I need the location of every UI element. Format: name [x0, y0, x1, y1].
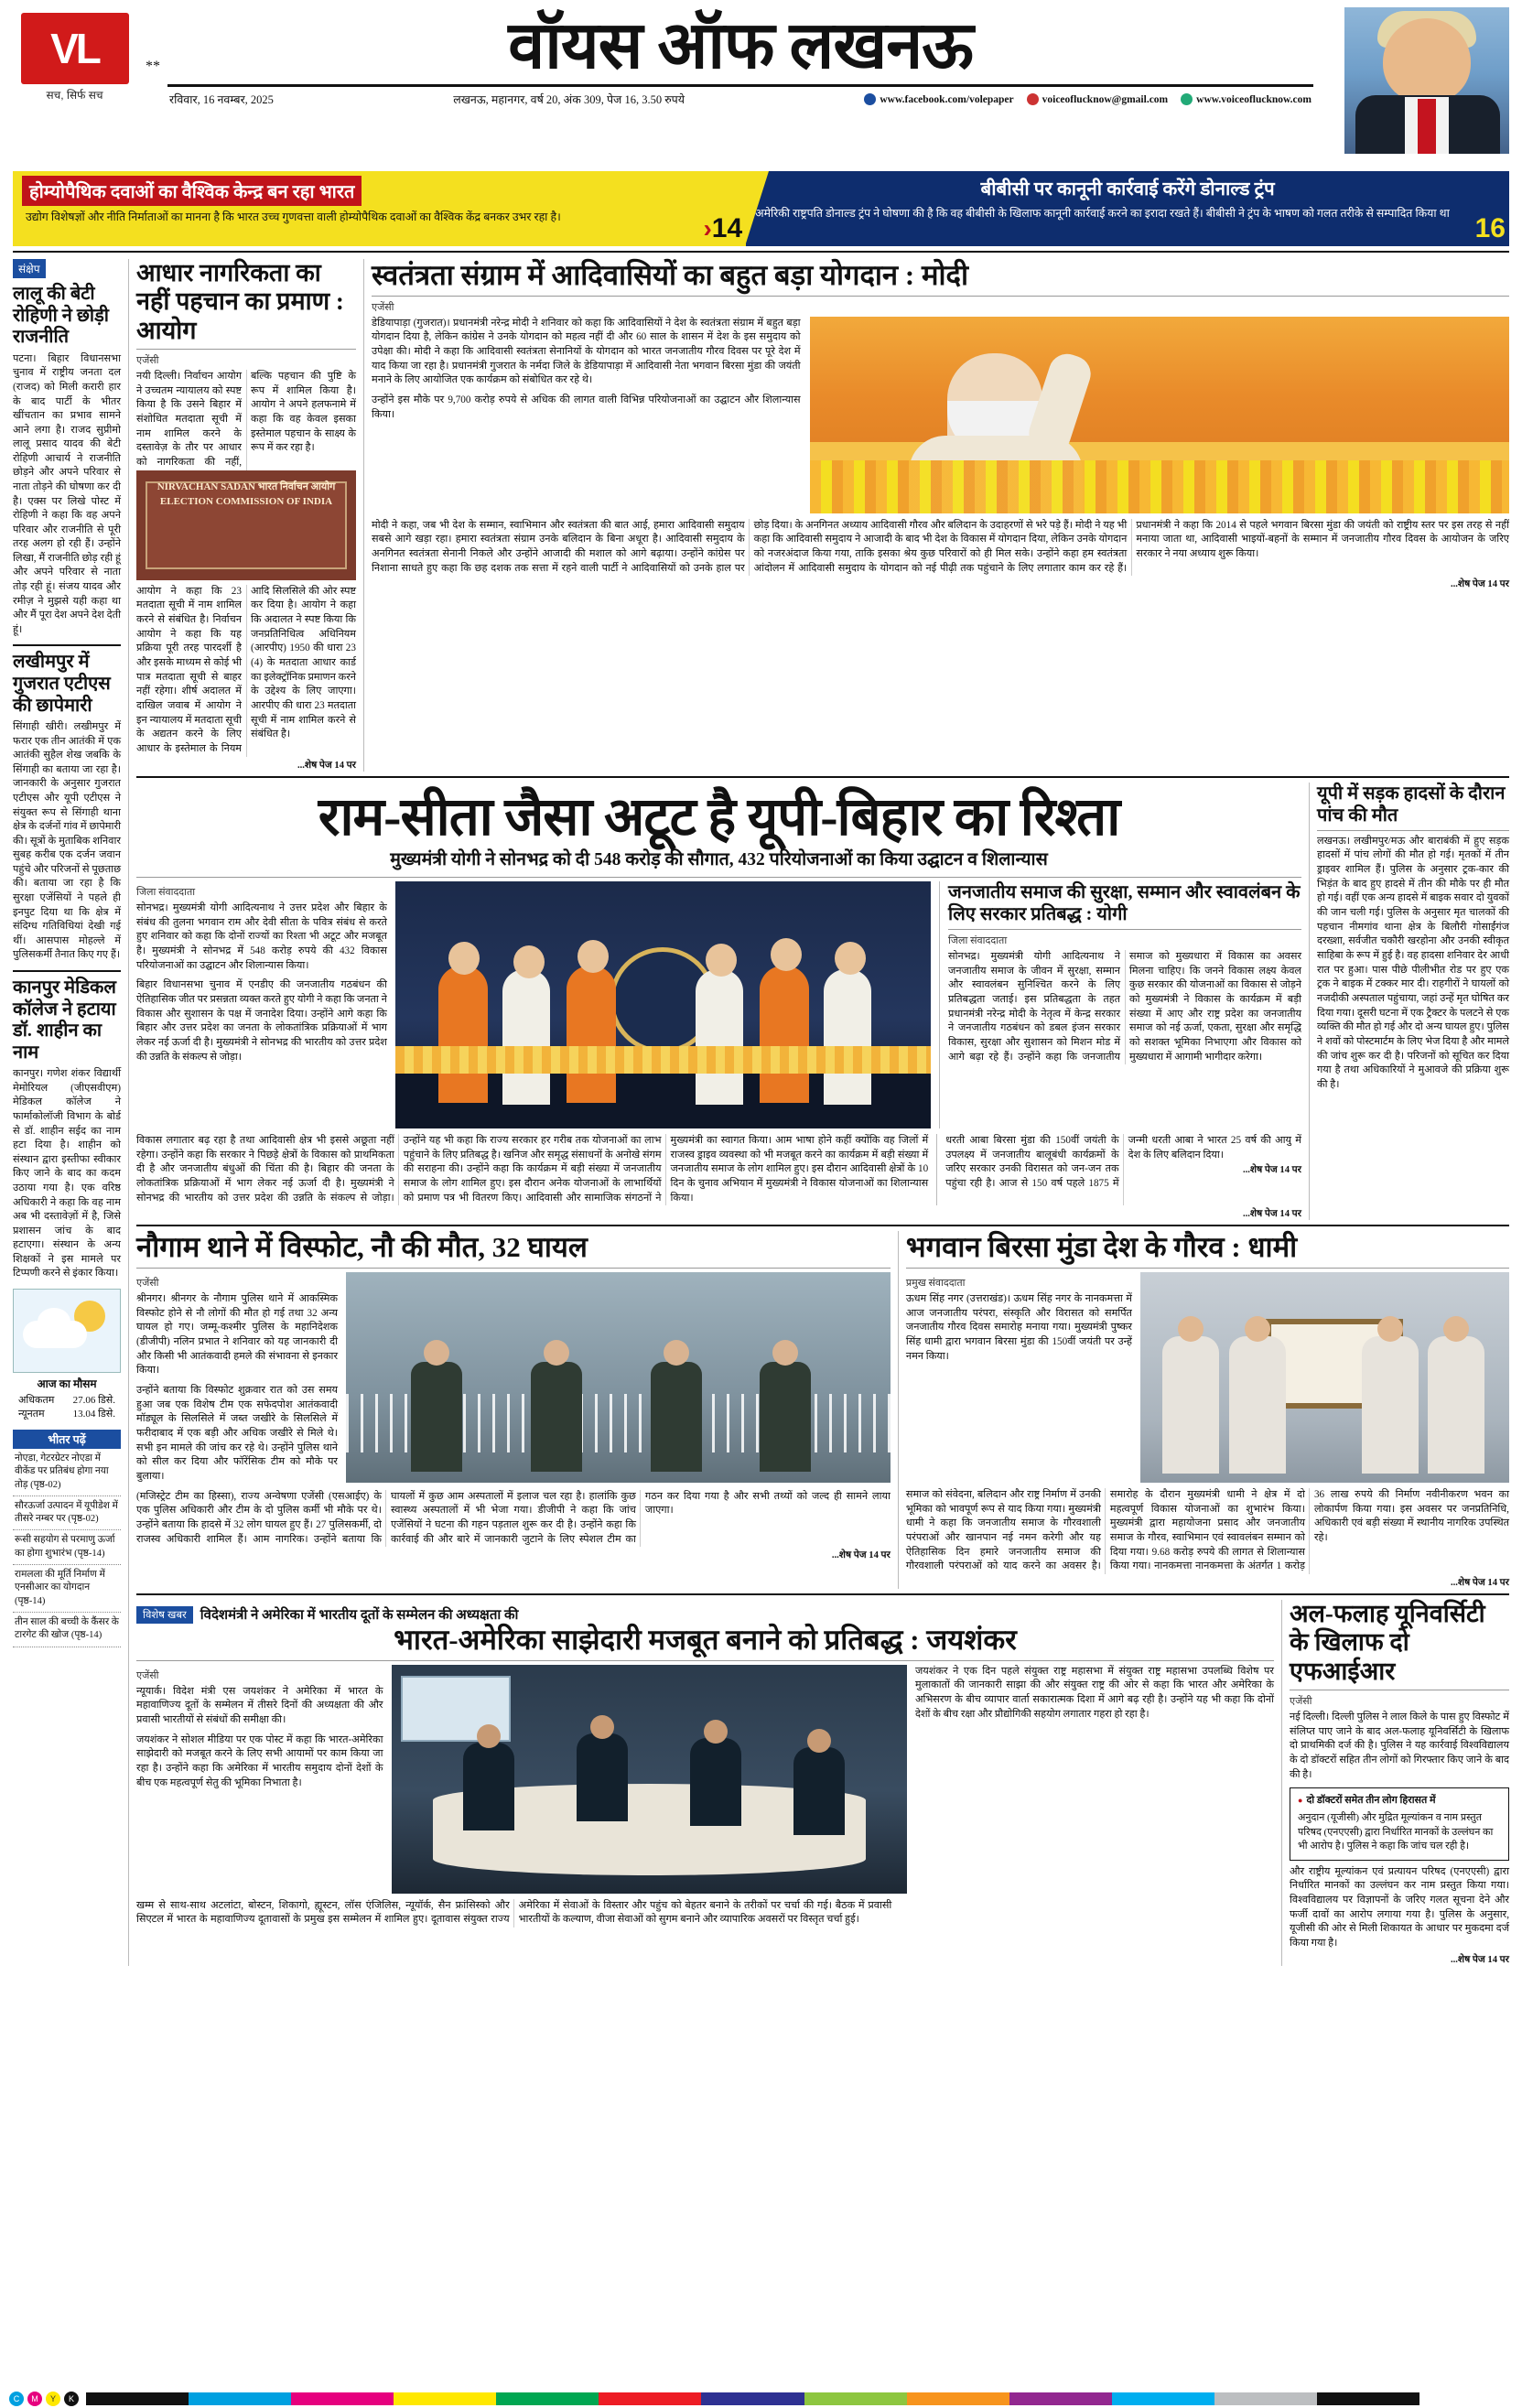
column-rule-6: [1281, 1600, 1282, 1966]
sidebar-divider-1: [13, 644, 121, 646]
photo-election-commission: [136, 470, 356, 580]
janjatiya-divider: [948, 929, 1301, 930]
naugam-para-1: श्रीनगर। श्रीनगर के नौगाम पुलिस थाने में आकस्मिक विस्फोट होने से नौ लोगों की मौत हो गई तथा 32 अन्य घायल हो गए। जम्मू-कश्मीर पुलिस के महानिदेशक (डीजीपी) नलिन प्रभात ने शनिवार को यह जानकारी दी और किसी भी आतंकवादी हमले की संभावना से इनकार किया।: [136, 1292, 339, 1377]
globe-icon: [1181, 93, 1193, 105]
masthead-meta: [136, 87, 1344, 107]
jaishankar-kicker-bar: [136, 1605, 1274, 1624]
email-link[interactable]: [1027, 93, 1169, 105]
photo-officer-4: [760, 1362, 811, 1472]
yogi-byline: जिला संवाददाता: [136, 886, 196, 898]
birsa-para-1: ऊधम सिंह नगर (उत्तराखंड)। ऊधम सिंह नगर के नानकमत्ता में आज जनजातीय परंपरा, संस्कृति और विरासत को समर्पित जनजातीय गौरव दिवस समारोह मनाया गया। मुख्यमंत्री पुष्कर सिंह धामी द्वारा भगवान बिरसा मुंडा की 150वीं जयंती पर उन्हें नमन किया।: [905, 1292, 1132, 1362]
column-rule-1: [363, 259, 364, 772]
sidebar-story3-headline[interactable]: कानपुर मेडिकल कॉलेज ने हटाया डॉ. शाहीन का नाम: [13, 977, 116, 1063]
weather-title: आज का मौसम: [37, 1377, 97, 1390]
sidebar-story2-headline[interactable]: लखीमपुर में गुजरात एटीएस की छापेमारी: [13, 652, 111, 716]
mega-subhead: मुख्यमंत्री योगी ने सोनभद्र को दी 548 करोड़ की सौगात, 432 परियोजनाओं का किया उद्घाटन व शिलान्यास: [390, 849, 1048, 869]
uproad-divider: [1317, 830, 1509, 831]
janjatiya-body-lower: [945, 1134, 1301, 1205]
aadhaar-body-top: [136, 370, 356, 470]
photo-attendee-2: [1229, 1336, 1286, 1474]
promo-right-headline: बीबीसी पर कानूनी कार्रवाई करेंगे डोनाल्ड ट्रंप: [980, 179, 1275, 200]
column-rule-4: [1309, 783, 1310, 1221]
promo-homeopathy[interactable]: [13, 171, 746, 246]
main-grid: [13, 259, 1509, 1966]
alfalah-para-1: नई दिल्ली। दिल्ली पुलिस ने लाल किले के पास हुए विस्फोट में संलिप्त पाए जाने के बाद अल-फलाह यूनिवर्सिटी के खिलाफ दो प्राथमिकी दर्ज की है। पुलिस ने यह कार्रवाई विश्वविद्यालय के दो डॉक्टरों सहित तीन लोगों को गिरफ्तार किए जाने के बाद की है।: [1290, 1711, 1509, 1780]
story-yogi: [136, 783, 1301, 1221]
third-row: [136, 1231, 1509, 1589]
jaishankar-para-3: जयशंकर ने एक दिन पहले संयुक्त राष्ट्र महासभा में संयुक्त राष्ट्र महासभा उपलब्धि विशेष पर मुलाकातों की जानकारी साझा की और संयुक्त राष्ट्र की ओर से कहा कि भारत और अमेरिका के अभिसरण के बीच व्यापार वार्ता सकारात्मक दिशा में आगे बढ़ रही है। उन्होंने यह भी कहा कि दोनों देशों के बीच रक्षा और प्रौद्योगिकी सहयोग लगातार गहरा हो रहा है।: [915, 1665, 1274, 1720]
header-divider: [13, 251, 1509, 253]
naugam-agency: एजेंसी: [136, 1277, 159, 1289]
alfalah-more-link[interactable]: ...शेष पेज 14 पर: [1450, 1954, 1509, 1965]
jaishankar-para-2: जयशंकर ने सोशल मीडिया पर एक पोस्ट में कहा कि भारत-अमेरिका साझेदारी को मजबूत करने के लिए सभी आयामों पर काम किया जा रहा है। उन्होंने कहा कि अमेरिका में भारतीय समुदाय दोनों देशों के बीच एक महत्वपूर्ण सेतु की भूमिका निभाता है।: [136, 1733, 383, 1788]
inside-title: भीतर पढ़ें: [13, 1430, 121, 1449]
weather-widget: [13, 1289, 121, 1373]
janjatiya-para-2: धरती आबा बिरसा मुंडा की 150वीं जयंती के उपलक्ष्य में जनजातीय बालूबंधी कार्यक्रमों के जरिए सरकार उनकी विरासत को जन-जन तक पहुंचा रही है। आज से 150 वर्ष पहले 1875 में जन्मी धरती आबा ने भारत 25 वर्ष की आयु में देश के लिए बलिदान दिया।: [945, 1134, 1301, 1189]
mail-icon: [1027, 93, 1039, 105]
title-block: [136, 7, 1344, 107]
photo-head-3: [577, 940, 609, 973]
modi-more-link[interactable]: ...शेष पेज 14 पर: [1450, 579, 1509, 590]
list-item[interactable]: नोएडा, गेटरग्रेटर नोएडा में वीकेंड पर प्रतिबंध होगा नया तोड़ (पृष्ठ-02): [13, 1449, 121, 1496]
uproad-body: लखनऊ। लखीमपुर/मऊ और बाराबंकी में हुए सड़क हादसों में पांच लोगों की मौत हो गई। मृतकों में तीन ड्राइवर शामिल हैं। पुलिस के अनुसार ट्रक-कार की भिड़ंत के बाद हुए हादसे में तीन की मौके पर ही मौत हो गई। वहीं एक अन्य हादसे में बाइक सवार दो युवकों की जान चली गई। पुलिस के अनुसार मृत चालकों की पहचान नीमगांव थाना क्षेत्र के बिलौरी गोसाईंगंज दरख्शा, सर्वजीत चकौरी खरहोना और उनकी स्वीकृत साहिबा के रूप में हुई है। वह हादसा शनिवार देर आधी रात पर हुआ। पास पीछे पीलीभीत रोड पर हुए एक ट्रक ने बाइक में टक्कर मार दी। राहगीरों ने घायलों को नजदीकी अस्पताल पहुंचाया, जहां उन्हें मृत घोषित कर दिया गया। दूसरी घटना में एक ट्रैक्टर के पलटने से एक व्यक्ति की मौत हो गई और दो अन्य घायल हुए। पुलिस ने शवों को पोस्टमार्टम के लिए भेज दिया है और मामले की जांच शुरू कर दी है। परिजनों को सूचित कर दिया गया है तथा अधिकारियों ने मुआवजे की प्रक्रिया शुरू की है।: [1317, 835, 1509, 1091]
photo-person-3: [567, 966, 616, 1103]
weather-max-label: अधिकतम: [18, 1395, 55, 1406]
alfalah-headline[interactable]: अल-फलाह यूनिवर्सिटी के खिलाफ दो एफआईआर: [1290, 1600, 1485, 1685]
story-aadhaar: [136, 259, 356, 772]
alfalah-note-text: अनुदान (यूजीसी) और मुद्रित मूल्यांकन व नाम प्रस्तुत परिषद (एनएएसी) द्वारा निर्धारित मानकों के उल्लंघन का भी आरोप है। पुलिस ने कहा कि जांच चल रही है।: [1298, 1811, 1494, 1852]
photo-attendee-4: [1428, 1336, 1484, 1474]
color-swatches: [86, 2392, 1522, 2405]
naugam-more-link[interactable]: ...शेष पेज 14 पर: [831, 1550, 891, 1561]
modi-para-3: मोदी ने कहा, जब भी देश के सम्मान, स्वाभिमान और स्वतंत्रता की बात आई, हमारा आदिवासी समुदाय सबसे आगे खड़ा रहा। हमारा स्वतंत्रता संग्राम उनके बलिदान के बिना अधूरा है। आदिवासी समुदाय के अनगिनत स्वतंत्रता सेनानी निकले और उन्होंने आजादी की मशाल को आगे बढ़ाया। उन्होंने कांग्रेस पर निशाना साधते हुए कहा कि छह दशक तक सत्ता में रहने वाली पार्टी ने आदिवासियों को उनके हाल पर छोड़ दिया।: [372, 519, 793, 574]
special-news-tag: विशेष खबर: [136, 1606, 193, 1624]
photo-person-4: [696, 969, 743, 1105]
yogi-more-link[interactable]: ...शेष पेज 14 पर: [1242, 1209, 1301, 1220]
weather-max: 27.06 डिसे.: [72, 1395, 115, 1406]
sidebar: [13, 259, 121, 1966]
eci-board-text: NIRVACHAN SADAN भारत निर्वाचन आयोग ELECTION COMMISSION OF INDIA: [157, 481, 336, 508]
page-title: वॉयस ऑफ लखनऊ: [508, 9, 973, 82]
naugam-divider: [136, 1268, 891, 1269]
naugam-para-2: उन्होंने बताया कि विस्फोट शुक्रवार रात को उस समय हुआ जब एक विशेष टीम एक सफेदपोश आतंकवादी मॉड्यूल के सिलसिले में जब्त जखीरे के सिलसिले में फरीदाबाद में एक बड़ी और अधिक जखीरे से मिले थे। सभी इन मामले की जांच कर रहे थे। उन्होंने पुलिस थाने को सील कर दिया और फॉरेंसिक टीम को मौके पर बुलाया।: [136, 1385, 339, 1483]
birsa-headline[interactable]: भगवान बिरसा मुंडा देश के गौरव : धामी: [905, 1231, 1298, 1264]
photo-decoration: [395, 1046, 931, 1074]
yogi-para-2: बिहार विधानसभा चुनाव में एनडीए की जनजातीय गठबंधन की ऐतिहासिक जीत पर प्रसन्नता व्यक्त करते हुए योगी ने कहा कि जनता ने विकास और सुशासन के पक्ष में जनादेश दिया। उन्होंने आगे कहा कि बिहार और उत्तर प्रदेश का जनता के लोकतांत्रिक प्रक्रियाओं में भाग लेकर नई ऊर्जा दी है। मुख्यमंत्री ने सोनभद्र की भारतीय को उत्तर प्रदेश की उन्नति के संकल्प से जोड़ा।: [136, 979, 387, 1063]
weather-min: 13.04 डिसे.: [72, 1409, 115, 1420]
alfalah-para-2: और राष्ट्रीय मूल्यांकन एवं प्रत्यायन परिषद (एनएएसी) द्वारा निर्धारित मानकों का उल्लंघन कर नाम प्रस्तुत किया गया। विश्वविद्यालय पर विज्ञापनों के जरिए गलत सूचना देने और फर्जी दावों का आरोप लगाया गया है। पुलिस के अनुसार, यूजीसी की ओर से मिली शिकायत के आधार पर मुकदमा दर्ज किया गया है।: [1290, 1865, 1509, 1949]
aadhaar-divider: [136, 349, 356, 350]
divider-after-third: [136, 1593, 1509, 1595]
story-modi: [372, 259, 1509, 772]
naugam-para-4: आम नागरिक। उन्होंने बताया कि घायलों में कुछ आम अस्पतालों में इलाज चल रहा है। हालांकि कुछ स्वास्थ्य अस्पतालों में भी भेजा गया। डीजीपी ने कहा कि जांच एजेंसियों ने घटना की गहन पड़ताल शुरू कर दी है। उन्होंने कहा कि कार्रवाई की और बारे में जानकारी जुटाने के लिए स्पेशल टीम का गठन कर दिया गया है और सभी तथ्यों को जल्द ही सामने लाया जाएगा।: [253, 1490, 891, 1545]
birsa-byline: प्रमुख संवाददाता: [905, 1277, 966, 1289]
aadhaar-para-2: आयोग ने कहा कि 23 मतदाता सूची में नाम शामिल करने से संबंधित है। निर्वाचन आयोग ने कहा कि यह प्रक्रिया पूरी तरह पारदर्शी है और इसके माध्यम से कोई भी पात्र मतदाता सूची से बाहर नहीं रहेगा। शीर्ष अदालत में दाखिल जवाब में आयोग ने इन न्यायालय में मतदाता सूची के अद्यतन करने के लिए आधार के इस्तेमाल के नियम आदि सिलसिले की ओर स्पष्ट कर दिया है। आयोग ने कहा कि अदालत ने: [136, 585, 356, 755]
color-key-m: M: [27, 2392, 42, 2406]
birsa-para-2: समाज को संवेदना, बलिदान और राष्ट्र निर्माण में उनकी भूमिका को भावपूर्ण रूप से याद किया गया। मुख्यमंत्री धामी ने कहा कि जनजातीय समाज के गौरवशाली परंपराओं और खानपान नई नमन करेगी और यह ऐतिहासिक दिन हमारे जनजातीय समाज की गौरवशाली परंपराओं को याद करने का अवसर है।: [905, 1488, 1101, 1572]
issue-date: रविवार, 16 नवम्बर, 2025: [169, 93, 274, 106]
facebook-label: www.facebook.com/volepaper: [880, 93, 1014, 105]
cloud-icon: [23, 1321, 87, 1348]
facebook-link[interactable]: [864, 93, 1013, 105]
alfalah-note-box: [1290, 1787, 1509, 1860]
jaishankar-para-4: खम्म से साथ-साथ अटलांटा, बोस्टन, शिकागो, ह्यूस्टन, लॉस एंजिलिस, न्यूयॉर्क, सैन फ्रांसिस्को और सिएटल में भारत के महावाणिज्य दूतावासों के प्रमुख इस सम्मेलन में शामिल हुए।: [136, 1899, 510, 1926]
edition-info: लखनऊ, महानगर, वर्ष 20, अंक 309, पेज 16, 3.50 रुपये: [453, 93, 685, 106]
mega-divider: [136, 877, 1301, 878]
photo-officer-3: [651, 1362, 702, 1472]
aadhaar-agency: एजेंसी: [136, 354, 159, 366]
yogi-para-3: विकास लगातार बढ़ रहा है तथा आदिवासी क्षेत्र भी इससे अछूता नहीं रहेगा। उन्होंने कहा कि सरकार ने पिछड़े क्षेत्रों के विकास को प्राथमिकता दी है और जनजातीय बंधुओं की चिंता की है। बिहार की जनता के लोकतांत्रिक प्रक्रियाओं में भाग लेकर नई ऊर्जा दी है। मुख्यमंत्री ने सोनभद्र की भारतीय को उत्तर प्रदेश की उन्नति के संकल्प से जोड़ा। उन्होंने यह भी कहा कि राज्य सरकार हर गरीब तक योजनाओं का लाभ पहुंचाने के लिए प्रतिबद्ध है।: [136, 1134, 662, 1204]
alfalah-agency: एजेंसी: [1290, 1695, 1312, 1707]
promo-strip: [13, 171, 1509, 246]
sidebar-story2-body: सिंगाही खीरी। लखीमपुर में फरार एक तीन आतंकी में एक आतंकी सुहैल शेख जबकि के सिंगाही का बताया जा रहा है। जानकारी के अनुसार गुजरात एटीएस और यूपी एटीएस ने संयुक्त रूप से सिंगाही थाना क्षेत्र के दर्जनों गांव में छापेमारी की। सूत्रों के मुताबिक शनिवार सुबह करीब एक दर्जन जवान पहुंचे और परिजनों से पूछताछ की। बताया जा रहा है कि सुरक्षा एजेंसियों ने पहले ही इनपुट दिया था कि क्षेत्र में संदिग्ध गतिविधियां देखी गई थीं। आसपास मोहल्ले में पुलिसकर्मी तैनात किए गए हैं।: [13, 721, 121, 961]
photo-officer-2: [531, 1362, 582, 1472]
stars: **: [146, 59, 160, 74]
inside-list: [13, 1449, 121, 1647]
birsa-body-lower: [906, 1488, 1509, 1574]
sidebar-tag: संक्षेप: [13, 259, 46, 278]
logo-mark: VL: [21, 13, 129, 84]
story-alfalah: [1290, 1600, 1509, 1966]
website-label: www.voiceoflucknow.com: [1196, 93, 1312, 105]
uproad-headline[interactable]: यूपी में सड़क हादसों के दौरान पांच की मौत: [1317, 783, 1506, 826]
yogi-para-5: आम भाषा होने कहीं क्योंकि वह जिलों में राजस्व ड्राइव व्यवस्था को भी मजबूत करने का कार्यक्रम में बड़ी संख्या में जनजातीय समाज के लोग शामिल हुए। इस दौरान आदिवासी क्षेत्रों के 10 दिन के चुनाव अभियान में मुख्यमंत्री ने विकास योजनाओं का शिलान्यास किया।: [670, 1134, 929, 1204]
photo-tie: [1418, 99, 1436, 154]
jaishankar-agency: एजेंसी: [136, 1669, 159, 1681]
email-label: voiceoflucknow@gmail.com: [1042, 93, 1169, 105]
modi-divider: [372, 296, 1509, 297]
print-colorbar: [0, 2390, 1522, 2408]
website-link[interactable]: [1181, 93, 1312, 105]
modi-para-2: उन्होंने इस मौके पर 9,700 करोड़ रुपये से अधिक की लागत वाली विभिन्न परियोजनाओं का उद्घाटन और शिलान्यास किया।: [372, 394, 801, 420]
aadhaar-para-3: स्पष्ट किया कि जनप्रतिनिधित्व अधिनियम (आरपीए) 1950 की धारा 23 (4) के मतदाता आधार कार्ड का इलेक्ट्रॉनिक प्रमाणन करने के उद्देश्य के लिए जाएगा। आरपीए की धारा 23 मतदाता सूची में नाम शामिल करने से संबंधित है।: [251, 613, 357, 740]
color-key-k: K: [64, 2392, 79, 2406]
photo-person-6: [824, 969, 871, 1105]
birsa-para-3: समारोह के दौरान मुख्यमंत्री धामी ने क्षेत्र में दो महत्वपूर्ण विकास योजनाओं का शुभारंभ किया। मुख्यमंत्री द्वारा महायाेजना प्रसाद और जनजातीय समाज के गौरव, स्वाभिमान एवं स्वावलंबन सम्मान को दिया गया।: [1109, 1488, 1305, 1558]
photo-attendee-1: [1162, 1336, 1219, 1474]
photo-delegate-4: [793, 1747, 845, 1835]
sidebar-vertical-rule: [128, 259, 129, 1966]
photo-person-2: [502, 969, 550, 1105]
promo-trump[interactable]: [746, 171, 1509, 246]
alfalah-note-title: ● दो डॉक्टरों समेत तीन लोग हिरासत में: [1298, 1794, 1501, 1809]
column-rule-5: [898, 1231, 899, 1589]
weather-min-label: न्यूनतम: [18, 1409, 45, 1420]
story-birsa: [906, 1231, 1509, 1589]
yogi-para-4: खनिज और समृद्ध संसाधनों के अनोखे संगम की सराहना की। उन्होंने कहा कि कार्यक्रम में बड़ी संख्या में जनजातीय समाज के लोग शामिल हुए। इस दौरान अनेक योजनाओं के लाभार्थियों को प्रमाण पत्र भी वितरण किए। आदिवासी और सामाजिक संगठनों ने मुख्यमंत्री का स्वागत किया।: [403, 1134, 772, 1204]
yogi-body-lower: [136, 1134, 928, 1205]
janjatiya-body: [948, 950, 1301, 1064]
divider-after-mega: [136, 1225, 1509, 1226]
birsa-para-4: 9.68 करोड़ रुपये की लागत से शिलान्यास किया गया। नानकमत्ता नानकमत्ता के अंतर्गत 1 करोड़ 36 लाख रुपये की निर्माण नवीनीकरण भवन का लोकार्पण किया गया। इस अवसर पर जनप्रतिनिधि, अधिकारी एवं बड़ी संख्या में स्थानीय नागरिक उपस्थित रहे।: [1109, 1488, 1509, 1572]
photo-head-2: [513, 945, 545, 978]
bottom-row: [136, 1600, 1509, 1966]
promo-left-sub: उद्योग विशेषज्ञों और नीति निर्माताओं का मानना है कि भारत उच्च गुणवत्ता वाली होम्योपैथिक दवाओं का वैश्विक केंद्र बनकर उभर रहा है।: [26, 211, 561, 223]
birsa-divider: [906, 1268, 1509, 1269]
logo-tagline: सच, सिर्फ सच: [46, 89, 103, 102]
list-item[interactable]: तीन साल की बच्ची के कैंसर के टारगेट की खोज (पृष्ठ-14): [13, 1613, 121, 1647]
sidebar-divider-2: [13, 970, 121, 972]
photo-delegate-3: [690, 1738, 741, 1826]
naugam-body-lower: [136, 1490, 891, 1548]
modi-para-4: के अनगिनत अध्याय आदिवासी गौरव और बलिदान के उदाहरणों से भरे पड़े हैं। मोदी ने यह भी कहा कि आदिवासी समुदाय ने आजादी के बाद भी देश के विकास में योगदान दिया, लेकिन उनके योगदान को नजरअंदाज किया गया, ताकि इसका श्रेय कुछ परिवारों को ही मिल सके। उन्होंने कहा हम स्वतंत्रता आंदोलन में आदिवासी समुदाय के योगदान को नई पीढ़ी तक पहुंचाने के लिए लगातार काम कर रहे हैं। प्रधानमंत्री ने कहा कि 2014 से पहले भगवान बिरसा मुंडा की जयंती को राष्ट्रीय स्तर पर इस तरह से नहीं मनाया जाता था, आदिवासी भाइयों-बहनों के सम्मान में जनजातीय गौरव दिवस के आयोजन के जरिए सरकार ने नया अध्याय शुरू किया।: [753, 519, 1509, 574]
contact-links: [864, 92, 1312, 107]
top-stories-row: [136, 259, 1509, 772]
promo-right-sub: अमेरिकी राष्ट्रपति डोनाल्ड ट्रंप ने घोषणा की है कि वह बीबीसी के खिलाफ कानूनी कार्रवाई करने का इरादा रखते हैं। बीबीसी ने ट्रंप के भाषण को गलत तरीके से सम्पादित किया था: [755, 207, 1450, 220]
photo-naugam-police-station: [346, 1272, 891, 1483]
aadhaar-para-1: नयी दिल्ली। निर्वाचन आयोग ने उच्चतम न्यायालय को स्पष्ट किया है कि उसने बिहार में संशोधित मतदाता सूची में नाम शामिल करने के दस्तावेज़ के तौर पर आधार को नागरिकता की नहीं, बल्कि पहचान की पुष्टि के रूप में शामिल किया है। आयोग ने अपने हलफनामे में कहा कि वह केवल इसका इस्तेमाल पहचान के साक्ष्य के रूप में कर रहा है।: [136, 370, 356, 468]
photo-attendee-3: [1362, 1336, 1419, 1474]
main-content: [136, 259, 1509, 1966]
photo-face: [1383, 18, 1471, 103]
mega-headline[interactable]: राम-सीता जैसा अटूट है यूपी-बिहार का रिश्ता: [318, 786, 1120, 847]
promo-left-headline: होम्योपैथिक दवाओं का वैश्विक केन्द्र बन रहा भारत: [22, 176, 362, 206]
jaishankar-para-1: न्यूयार्क। विदेश मंत्री एस जयशंकर ने अमेरिका में भारत के महावाणिज्य दूतों के सम्मेलन में तीसरे दिनों की अध्यक्षता की और प्रवासी भारतीयों से संबंधों की समीक्षा की।: [136, 1685, 383, 1725]
photo-consuls-meeting: [392, 1665, 908, 1894]
modi-para-1: डेडियापाड़ा (गुजरात)। प्रधानमंत्री नरेन्द्र मोदी ने शनिवार को कहा कि आदिवासियों ने देश के स्वतंत्रता संग्राम में बहुत बड़ा योगदान दिया है, लेकिन कांग्रेस ने उनके योगदान को महत्व नहीं दी और 60 साल के शासन में देश के इस समुदाय को उपेक्षा की। मोदी ने कहा कि आदिवासी स्वतंत्रता सेनानियों के योगदान को भारत जनजातीय गौरव दिवस पर पूरे देश में याद किया जा रहा है। प्रधानमंत्री गुजरात के नर्मदा जिले के डेडियापाड़ा में आदिवासी नेता भगवान बिरसा मुंडा की जयंती मनाने के लिए आयोजित एक कार्यक्रम को संबोधित कर रहे थे।: [372, 317, 801, 386]
photo-person-1: [438, 966, 488, 1103]
janjatiya-more-link[interactable]: ...शेष पेज 14 पर: [1242, 1165, 1301, 1176]
modi-agency: एजेंसी: [372, 301, 394, 313]
photo-birsa-event: [1140, 1272, 1509, 1483]
photo-head-6: [835, 942, 866, 975]
logo: [13, 7, 136, 108]
janjatiya-headline[interactable]: जनजातीय समाज की सुरक्षा, सम्मान और स्वावलंबन के लिए सरकार प्रतिबद्ध : योगी: [948, 881, 1301, 924]
list-item[interactable]: रामलला की मूर्ति निर्माण में एनसीआर का योगदान (पृष्ठ-14): [13, 1565, 121, 1613]
promo-left-page: ›14: [703, 213, 743, 243]
jaishankar-headline[interactable]: भारत-अमेरिका साझेदारी मजबूत बनाने को प्रतिबद्ध : जयशंकर: [394, 1624, 1017, 1656]
color-key-c: C: [9, 2392, 24, 2406]
promo-divider: [745, 171, 769, 246]
masthead: [13, 7, 1509, 167]
jaishankar-body-lower: [136, 1899, 1274, 1927]
list-item[interactable]: रूसी सहयोग से परमाणु ऊर्जा का होगा शुभारंभ (पृष्ठ-14): [13, 1530, 121, 1565]
birsa-more-link[interactable]: ...शेष पेज 14 पर: [1450, 1578, 1509, 1588]
weather-values: [13, 1391, 121, 1422]
photo-person-5: [760, 966, 809, 1103]
photo-flowers: [810, 460, 1509, 513]
naugam-para-3: (मजिस्ट्रेट टीम का हिस्सा), राज्य अन्वेषणा एजेंसी (एसआईए) के एक पुलिस अधिकारी और टीम के दो पुलिस कर्मी भी मौके पर थे। उन्होंने बताया कि हादसे में 32 लोग घायल हुए हैं। 27 पुलिसकर्मी, दो राजस्व अधिकारी शामिल हैं।: [136, 1490, 382, 1545]
aadhaar-headline[interactable]: आधार नागरिकता का नहीं पहचान का प्रमाण : आयोग: [136, 259, 344, 344]
facebook-icon: [864, 93, 876, 105]
janjatiya-byline: जिला संवाददाता: [948, 934, 1008, 946]
naugam-headline[interactable]: नौगाम थाने में विस्फोट, नौ की मौत, 32 घायल: [136, 1231, 588, 1264]
janjatiya-para-1: सोनभद्र। मुख्यमंत्री योगी आदित्यनाथ ने जनजातीय समाज के जीवन में सुरक्षा, सम्मान और स्वावलंबन सुनिश्चित करने के लिए प्रतिबद्धता जताई। इस प्रतिबद्धता के तहत प्रधानमंत्री नरेन्द्र मोदी के नेतृत्व में केन्द्र सरकार ने जनजातीय गठबंधन को डबल इंजन सरकार विकास, सुरक्षा और सुशासन को मिशन मोड में आगे बढ़ा रहे हैं। उन्होंने कहा कि जनजातीय समाज को मुख्यधारा में विकास का अवसर मिलना चाहिए।: [948, 950, 1302, 1063]
color-key-y: Y: [46, 2392, 60, 2406]
sidebar-story1-body: पटना। बिहार विधानसभा चुनाव में राष्ट्रीय जनता दल (राजद) को मिली करारी हार के बाद पार्टी के भीतर खींचतान का प्रभाव सामने आने लगा है। राजद सुप्रीमो लालू प्रसाद यादव की बेटी रोहिणी आचार्य ने राजनीति छोड़ने और अपने परिवार से नाता तोड़ने की घोषणा कर दी है। एक्स पर लिखे पोस्ट में रोहिणी ने कहा कि वह अपने परिवार और राजनीति से पूरी तरह अलग हो रही हैं। उन्होंने लिखा, मैं राजनीति छोड़ रही हूं और अपने परिवार से नाता तोड़ रही हूं। संजय यादव और रमीज़ ने मुझसे यही कहा था और मैं पूरा देश अपने देश देती हूं।: [13, 352, 121, 635]
story-jaishankar: [136, 1600, 1274, 1966]
photo-head-5: [771, 938, 802, 971]
column-rule-3: [936, 1134, 937, 1205]
story-uproad: [1317, 783, 1509, 1221]
divider-after-top: [136, 776, 1509, 778]
janjatiya-para-3: कि जनने विकास लक्ष्य केवल कुछ सरकार की योजनाओं का विकास से जोड़ने को मुख्यमंत्री ने विकास के कार्यक्रम में बड़ी संख्या में आए और राष्ट्र प्रदेश का जनजातीय समाज को नई ऊर्जा, एकता, सुरक्षा और समृद्धि को सशक्त भूमिका निभाएगा और विकास को मुख्यधारा में आगामी भागीदार करेगा।: [1129, 965, 1302, 1063]
aadhaar-more-link[interactable]: ...शेष पेज 14 पर: [297, 760, 356, 771]
color-keys: [9, 2392, 79, 2406]
photo-yogi-event: [395, 881, 931, 1128]
photo-officer-1: [411, 1362, 462, 1472]
masthead-photo-trump: [1344, 7, 1509, 154]
jaishankar-para-5: दूतावास संयुक्त राज्य अमेरिका में सेवाओं के विस्तार और पहुंच को बेहतर बनाने के तरीकों पर चर्चा की गई। बैठक में प्रवासी भारतीयों के कल्याण, वीजा सेवाओं को सुगम बनाने और व्यापारिक अवसरों पर विस्तृत चर्चा हुई।: [430, 1899, 892, 1926]
story-naugam: [136, 1231, 891, 1589]
photo-delegate-2: [577, 1733, 628, 1821]
jaishankar-divider: [136, 1660, 1274, 1661]
sidebar-story3-body: कानपुर। गणेश शंकर विद्यार्थी मेमोरियल (जीएसवीएम) मेडिकल कॉलेज ने फार्माकोलॉजी विभाग के बोर्ड से डॉ. शाहीन सईद का नाम हटा दिया है। शाहीन को संस्थान द्वारा इस्तीफा स्वीकार किए जाने के बाद का कदम उठाया गया है। एक वरिष्ठ अधिकारी ने कहा कि वह नाम अब भी दस्तावेज़ों में है, जिसे प्रशासन जांच के बाद हटाएगा। संस्थान के अन्य शिक्षकों ने इस मामले पर टिप्पणी करने से इंकार किया।: [13, 1068, 121, 1280]
list-item[interactable]: सौरऊर्जा उत्पादन में यूपीडेश में तीसरे नम्बर पर (पृष्ठ-02): [13, 1496, 121, 1531]
jaishankar-kicker: विदेशमंत्री ने अमेरिका में भारतीय दूतों के सम्मेलन की अध्यक्षता की: [200, 1608, 519, 1623]
column-rule-2: [939, 881, 940, 1128]
sidebar-story1-headline[interactable]: लालू की बेटी रोहिणी ने छोड़ी राजनीति: [13, 284, 109, 348]
promo-right-page: 16: [1474, 213, 1506, 243]
mega-row: [136, 783, 1509, 1221]
yogi-para-1: सोनभद्र। मुख्यमंत्री योगी आदित्यनाथ ने उत्तर प्रदेश और बिहार के संबंध की तुलना भगवान राम और देवी सीता के पवित्र संबंध से करते हुए शनिवार को कहा कि दोनों राज्यों का रिश्ता भी अटूट और मजबूत है। मुख्यमंत्री ने सोनभद्र में 548 करोड़ रुपये की 432 विकास परियोजनाओं का उद्घाटन और शिलान्यास किया।: [136, 902, 387, 971]
photo-delegate-1: [463, 1743, 514, 1830]
photo-modi-roadshow: [810, 317, 1509, 513]
aadhaar-body-bottom: [136, 585, 356, 757]
modi-headline[interactable]: स्वतंत्रता संग्राम में आदिवासियों का बहुत बड़ा योगदान : मोदी: [372, 259, 969, 291]
modi-body-lower: [372, 519, 1509, 577]
